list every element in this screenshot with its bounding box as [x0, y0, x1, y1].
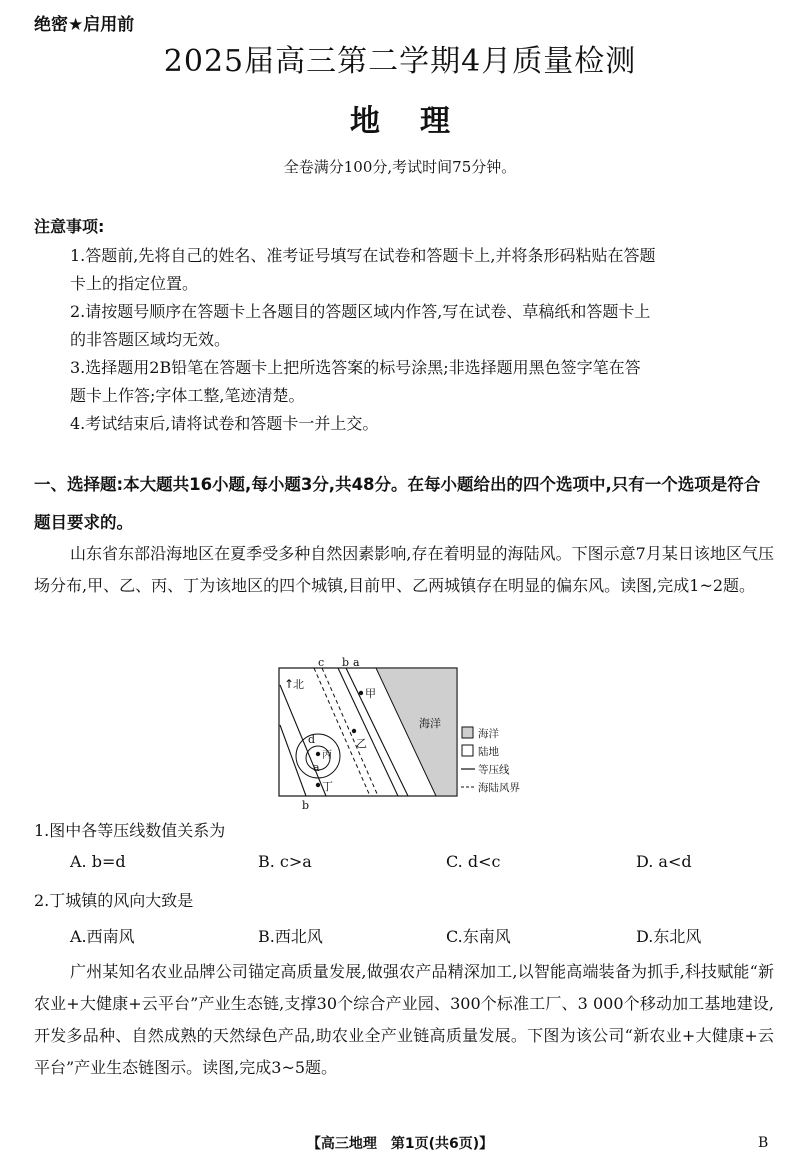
- note-item-4: [70, 410, 770, 438]
- town-ding: 丁: [322, 780, 333, 793]
- note-text-cont: 的非答题区域均无效。: [70, 330, 231, 349]
- question-1-stem: 1.图中各等压线数值关系为: [34, 821, 226, 840]
- legend-sea: 海洋: [478, 728, 499, 740]
- question-2-stem: 2.丁城镇的风向大致是: [34, 891, 194, 910]
- legend-breeze-boundary: 海陆风界: [478, 782, 520, 794]
- q1-option-a: A. b=d: [70, 852, 126, 871]
- pressure-map-figure: [278, 655, 578, 815]
- subject-title: 地理: [350, 104, 490, 139]
- q2-option-b: B.西北风: [258, 927, 323, 946]
- label-c: c: [318, 656, 325, 669]
- label-a-top: a: [353, 656, 360, 669]
- exam-title: 2025届高三第二学期4月质量检测: [163, 44, 637, 79]
- note-num: 2.: [70, 302, 86, 321]
- label-a-center: a: [313, 761, 320, 774]
- town-jia: 甲: [365, 687, 376, 700]
- note-text: 选择题用2B铅笔在答题卡上把所选答案的标号涂黑;非选择题用黑色签字笔在答: [85, 358, 641, 377]
- paper-version: B: [758, 1135, 769, 1151]
- passage-1: 山东省东部沿海地区在夏季受多种自然因素影响,存在着明显的海陆风。下图示意7月某日该地区气压场分布,甲、乙、丙、丁为该地区的四个城镇,目前甲、乙两城镇存在明显的偏东风。读图,完成1~2题。: [34, 544, 774, 595]
- town-yi: 乙: [356, 737, 367, 750]
- label-b-bottom: b: [302, 799, 310, 812]
- legend-isobar: 等压线: [478, 764, 510, 776]
- note-num: 3.: [70, 358, 86, 377]
- passage-2: 广州某知名农业品牌公司锚定高质量发展,做强农产品精深加工,以智能高端装备为抓手,科技赋能“新农业+大健康+云平台”产业生态链,支撑30个综合产业园、300个标准工厂、3 000个移动加工基地建设,开发多品种、自然成熟的天然绿色产品,助农业全产业链高质量发展。下图为该公司“新农业+大健康+云平台”产业生态链图示。读图,完成3~5题。: [34, 962, 774, 1077]
- note-item-2: [70, 298, 770, 354]
- q1-option-b: B. c>a: [258, 852, 312, 871]
- page-footer: 【高三地理 第1页(共6页)】: [306, 1136, 494, 1152]
- legend-land: 陆地: [478, 746, 499, 758]
- note-item-3: [70, 354, 770, 410]
- north-arrow-icon: ↑: [284, 677, 295, 691]
- confidential-mark: 绝密★启用前: [34, 15, 135, 35]
- q1-option-d: D. a<d: [636, 852, 692, 871]
- q1-option-c: C. d<c: [446, 852, 501, 871]
- note-text-cont: 卡上的指定位置。: [70, 274, 199, 293]
- section-heading: 一、选择题:本大题共16小题,每小题3分,共48分。在每小题给出的四个选项中,只有一个选项是符合题目要求的。: [34, 475, 761, 532]
- label-d: d: [308, 733, 316, 746]
- note-item-1: [70, 242, 770, 298]
- town-bing: 丙: [322, 750, 332, 761]
- notes-heading: 注意事项:: [34, 217, 105, 236]
- note-num: 1.: [70, 246, 86, 265]
- sea-label-1: 海洋: [419, 717, 441, 730]
- q2-option-d: D.东北风: [636, 927, 702, 946]
- q2-option-c: C.东南风: [446, 927, 511, 946]
- note-text: 考试结束后,请将试卷和答题卡一并上交。: [85, 414, 379, 433]
- note-text: 请按题号顺序在答题卡上各题目的答题区域内作答,写在试卷、草稿纸和答题卡上: [85, 302, 651, 321]
- note-num: 4.: [70, 414, 86, 433]
- q2-option-a: A.西南风: [70, 927, 135, 946]
- note-text: 答题前,先将自己的姓名、准考证号填写在试卷和答题卡上,并将条形码粘贴在答题: [85, 246, 656, 265]
- score-time-info: 全卷满分100分,考试时间75分钟。: [283, 158, 517, 176]
- north-label: 北: [293, 678, 304, 691]
- note-text-cont: 题卡上作答;字体工整,笔迹清楚。: [70, 386, 305, 405]
- label-b-top: b: [342, 656, 350, 669]
